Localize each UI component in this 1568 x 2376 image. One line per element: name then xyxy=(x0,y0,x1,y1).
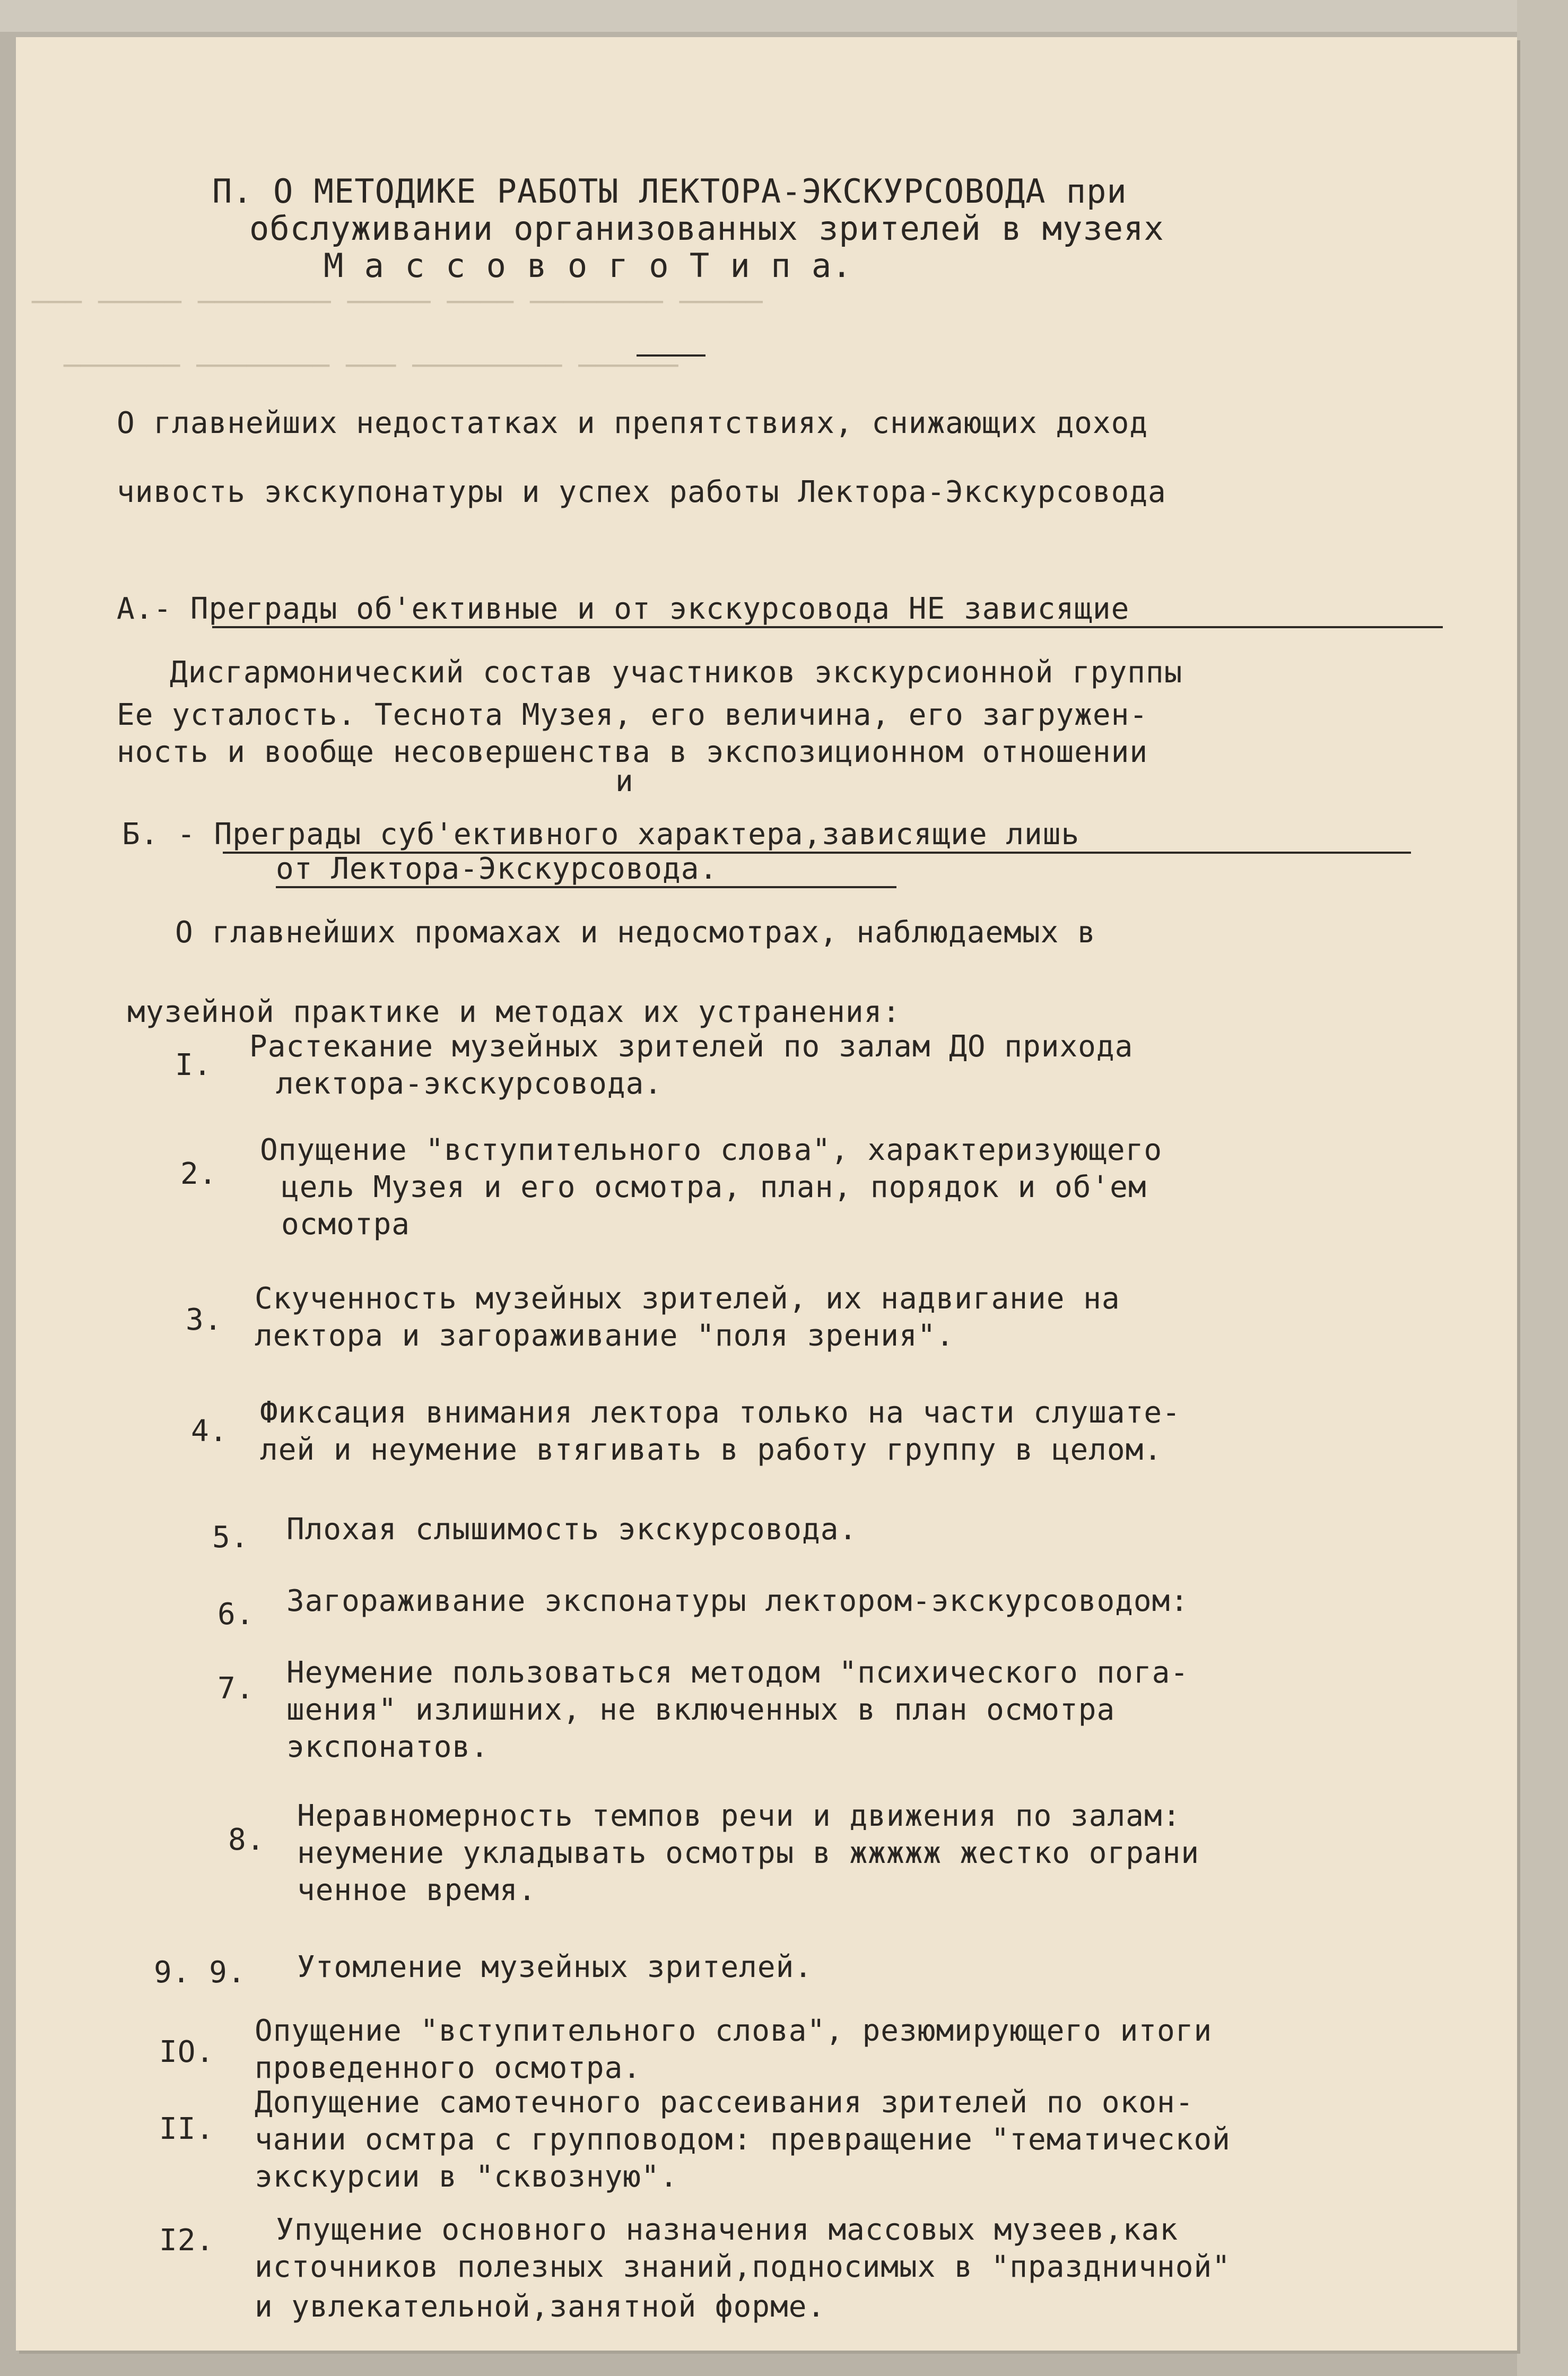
item-number: II. xyxy=(159,2112,215,2146)
item-number: I. xyxy=(175,1048,212,1082)
item-text-line: ченное время. xyxy=(297,1873,537,1907)
item-text-line: чании осмтра с групповодом: превращение "тематической xyxy=(255,2122,1231,2157)
background-strip xyxy=(1517,0,1568,2376)
item-text-line: неумение укладывать осмотры в жжжжж жестко ограни xyxy=(297,1836,1200,1870)
background-edge xyxy=(0,0,1568,32)
section-a-and: и xyxy=(615,764,634,799)
item-text-line: цель Музея и его осмотра, план, порядок и об'ем xyxy=(281,1170,1147,1204)
item-text-line: экскурсии в "сквозную". xyxy=(255,2160,678,2194)
item-number: 2. xyxy=(180,1157,217,1191)
title-line-3: М а с с о в о г о Т и п а. xyxy=(324,246,852,285)
item-number: 7. xyxy=(217,1671,255,1706)
section-b-heading-line-1: Б. - Преграды суб'ективного характера,зависящие лишь xyxy=(122,817,1080,852)
item-number: 9. 9. xyxy=(154,1955,246,1990)
item-text-line: Утомление музейных зрителей. xyxy=(297,1950,813,1984)
item-text-line: Неравномерность темпов речи и движения по залам: xyxy=(297,1799,1181,1833)
section-a-underline xyxy=(212,626,1443,628)
section-b-heading-line-2: от Лектора-Экскурсовода. xyxy=(276,852,718,886)
item-number: 8. xyxy=(228,1823,265,1857)
item-number: I2. xyxy=(159,2223,215,2258)
lead-line-1: О главнейших промахах и недосмотрах, наблюдаемых в xyxy=(175,915,1096,950)
bleed-through-line: ───── ──────── ──── ───── ──────── ───── ─── xyxy=(32,287,763,318)
item-text-line: Скученность музейных зрителей, их надвигание на xyxy=(255,1281,1120,1316)
item-number: IO. xyxy=(159,2035,215,2069)
lead-line-2: музейной практике и методах их устранения: xyxy=(127,995,901,1029)
title-line-2: обслуживании организованных зрителей в музеях xyxy=(249,209,1164,248)
item-text-line: экспонатов. xyxy=(286,1730,489,1764)
item-text-line: Опущение "вступительного слова", характеризующего xyxy=(260,1133,1163,1167)
item-text-line: лектора и загораживание "поля зрения". xyxy=(255,1319,955,1353)
section-a-body-line-3: ность и вообще несовершенства в экспозиционном отношении xyxy=(117,735,1148,769)
item-text-line: лектора-экскурсовода. xyxy=(276,1066,663,1101)
item-text-line: и увлекательной,занятной форме. xyxy=(255,2290,826,2324)
item-text-line: Загораживание экспонатуры лектором-экскурсоводом: xyxy=(286,1584,1189,1618)
section-b-underline-2 xyxy=(276,886,896,888)
item-text-line: Опущение "вступительного слова", резюмирующего итоги xyxy=(255,2014,1213,2048)
intro-line-2: чивость экскупонатуры и успех работы Лектора-Экскурсовода xyxy=(117,475,1166,509)
item-number: 3. xyxy=(186,1303,223,1337)
item-text-line: Фиксация внимания лектора только на части слушате- xyxy=(260,1395,1181,1430)
item-number: 5. xyxy=(212,1520,249,1555)
item-text-line: Неумение пользоваться методом "психического пога- xyxy=(286,1655,1189,1690)
title-line-1: П. О МЕТОДИКЕ РАБОТЫ ЛЕКТОРА-ЭКСКУРСОВОДА при xyxy=(212,172,1127,211)
bleed-through-line: ────── ───────── ─── ──────── ─────── xyxy=(64,350,678,382)
item-text-line: источников полезных знаний,подносимых в "праздничной" xyxy=(255,2250,1231,2284)
intro-line-1: О главнейших недостатках и препятствиях, снижающих доход xyxy=(117,406,1148,440)
section-a-body-line-2: Ее усталость. Теснота Музея, его величина, его загружен- xyxy=(117,698,1148,732)
item-text-line: осмотра xyxy=(281,1207,411,1242)
item-number: 4. xyxy=(191,1414,228,1449)
item-text-line: Допущение самотечного рассеивания зрителей по окон- xyxy=(255,2085,1194,2120)
item-number: 6. xyxy=(217,1597,255,1632)
item-text-line: проведенного осмотра. xyxy=(255,2051,642,2085)
section-a-body-line-1: Дисгармонический состав участников экскурсионной группы xyxy=(170,655,1183,690)
item-text-line: Плохая слышимость экскурсовода. xyxy=(286,1512,858,1547)
section-a-heading: А.- Преграды об'ективные и от экскурсовода НЕ зависящие xyxy=(117,592,1130,626)
item-text-line: шения" излишних, не включенных в план осмотра xyxy=(286,1693,1116,1727)
title-divider xyxy=(637,354,705,357)
item-text-line: Растекание музейных зрителей по залам ДО прихода xyxy=(249,1029,1134,1064)
item-text-line: Упущение основного назначения массовых музеев,как xyxy=(276,2213,1179,2247)
item-text-line: лей и неумение втягивать в работу группу в целом. xyxy=(260,1433,1163,1467)
